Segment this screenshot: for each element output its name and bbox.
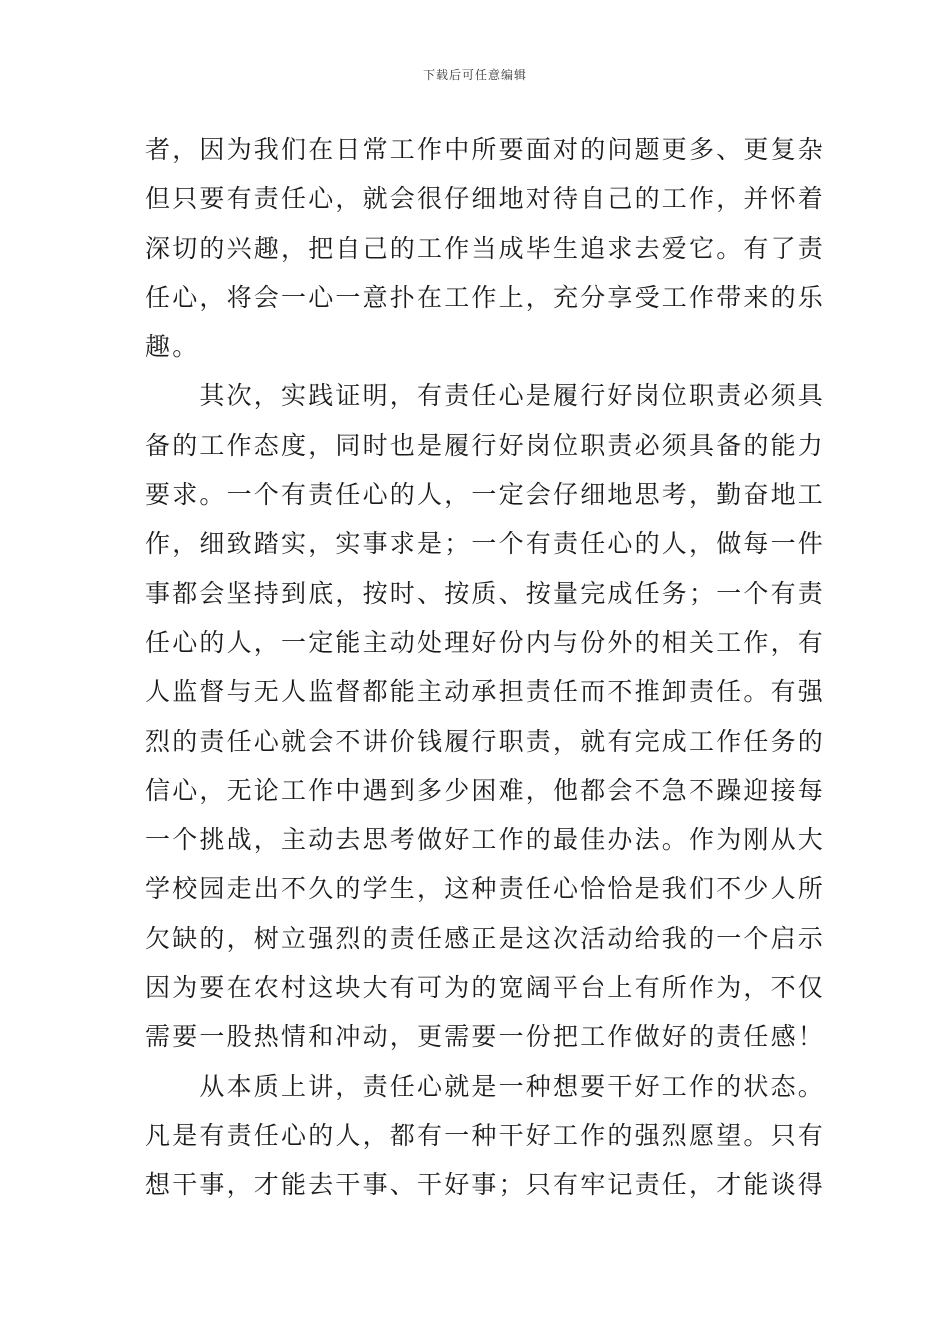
text-line: 作，细致踏实，实事求是；一个有责任心的人，做每一件	[145, 529, 826, 559]
text-line: 要求。一个有责任心的人，一定会仔细地思考，勤奋地工	[145, 480, 826, 510]
text-line: 备的工作态度，同时也是履行好岗位职责必须具备的能力	[145, 430, 826, 460]
text-line: 需要一股热情和冲动，更需要一份把工作做好的责任感！	[145, 1022, 826, 1052]
header-note: 下载后可任意编辑	[422, 68, 527, 82]
text-line: 事都会坚持到底，按时、按质、按量完成任务；一个有责	[145, 578, 826, 608]
text-line: 因为要在农村这块大有可为的宽阔平台上有所作为，不仅	[145, 973, 826, 1003]
text-line: 信心，无论工作中遇到多少困难，他都会不急不躁迎接每	[145, 775, 826, 805]
body-text	[145, 125, 825, 1210]
text-line: 任心的人，一定能主动处理好份内与份外的相关工作，有	[145, 627, 826, 657]
text-line: 想干事，才能去干事、干好事；只有牢记责任，才能谈得	[145, 1170, 826, 1200]
text-line: 深切的兴趣，把自己的工作当成毕生追求去爱它。有了责	[145, 233, 826, 263]
text-line: 但只要有责任心，就会很仔细地对待自己的工作，并怀着	[145, 184, 826, 214]
text-line: 趣。	[145, 332, 200, 362]
text-line: 任心，将会一心一意扑在工作上，充分享受工作带来的乐	[145, 282, 826, 312]
text-line: 者，因为我们在日常工作中所要面对的问题更多、更复杂	[145, 135, 826, 164]
text-line: 人监督与无人监督都能主动承担责任而不推卸责任。有强	[145, 677, 826, 707]
text-line: 烈的责任心就会不讲价钱履行职责，就有完成工作任务的	[145, 726, 826, 756]
text-line: 一个挑战，主动去思考做好工作的最佳办法。作为刚从大	[145, 825, 826, 855]
text-line: 凡是有责任心的人，都有一种干好工作的强烈愿望。只有	[145, 1120, 826, 1150]
text-line: 欠缺的，树立强烈的责任感正是这次活动给我的一个启示	[145, 923, 826, 953]
text-line: 学校园走出不久的学生，这种责任心恰恰是我们不少人所	[145, 874, 826, 904]
text-line: 其次，实践证明，有责任心是履行好岗位职责必须具	[145, 381, 826, 411]
text-line: 从本质上讲，责任心就是一种想要干好工作的状态。	[145, 1071, 826, 1101]
